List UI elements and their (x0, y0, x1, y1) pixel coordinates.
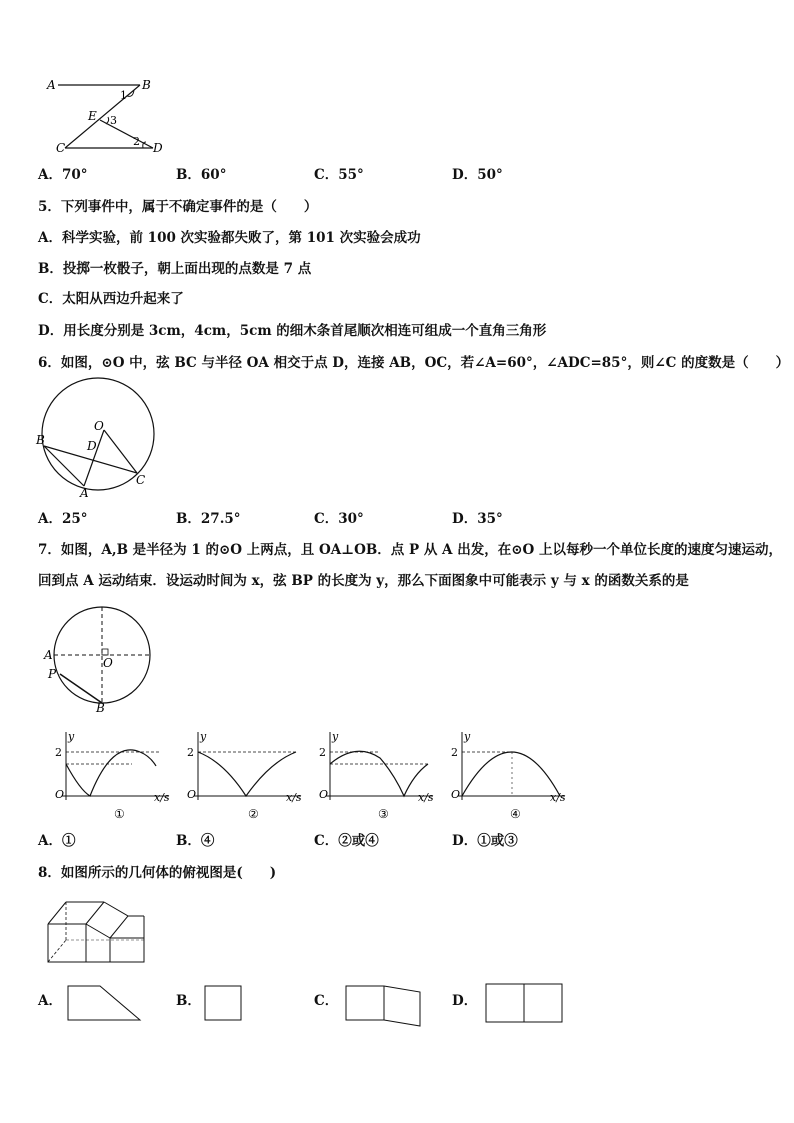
q5-option-c[interactable]: C．太阳从西边升起来了 (38, 291, 184, 307)
q7-option-b[interactable]: B．④ (176, 833, 215, 849)
q7-graph-3-y: y (332, 730, 339, 743)
q7-graph-2-two: 2 (187, 746, 194, 759)
q5-option-a[interactable]: A．科学实验，前 100 次实验都失败了，第 101 次实验会成功 (38, 230, 421, 246)
q7-graph-1-x: x/s (154, 791, 170, 804)
q7-graph-3-num: ③ (378, 807, 389, 821)
q4-angle-2: 2 (133, 135, 140, 148)
q8-solid-figure (44, 894, 148, 966)
q7-graph-2-num: ② (248, 807, 259, 821)
q4-label-C: C (56, 141, 66, 155)
q5-option-b[interactable]: B．投掷一枚骰子，朝上面出现的点数是 7 点 (38, 261, 312, 277)
q7-graph-1-y: y (68, 730, 75, 743)
q7-graph-4-y: y (464, 730, 471, 743)
q7-stem-line1: 7．如图，A,B 是半径为 1 的⊙O 上两点，且 OA⊥OB．点 P 从 A 出发，在⊙O 上以每秒一个单位长度的速度匀速运动， (38, 542, 783, 558)
q8-option-c[interactable]: C． (314, 993, 339, 1009)
q4-angle-3: 3 (110, 114, 117, 127)
q6-option-d[interactable]: D．35° (452, 511, 503, 527)
q7-graph-2-x: x/s (286, 791, 302, 804)
q4-label-E: E (88, 109, 97, 123)
q6-label-A: A (80, 486, 89, 500)
q6-label-O: O (94, 419, 104, 433)
q7-graph-4-x: x/s (550, 791, 566, 804)
q7-graph-3 (316, 728, 440, 822)
q4-label-D: D (153, 141, 163, 155)
q7-graph-2-origin: O (187, 788, 197, 801)
q7-graph-2 (184, 728, 308, 822)
q8-option-a[interactable]: A． (38, 993, 62, 1009)
q7-circle-figure (40, 606, 160, 714)
q4-option-c[interactable]: C．55° (314, 167, 364, 183)
q6-option-c[interactable]: C．30° (314, 511, 364, 527)
q4-option-d[interactable]: D．50° (452, 167, 503, 183)
q7-label-P: P (48, 667, 57, 681)
q6-label-D: D (87, 439, 97, 453)
q6-label-B: B (36, 433, 45, 447)
q5-option-d[interactable]: D．用长度分别是 3cm，4cm，5cm 的细木条首尾顺次相连可组成一个直角三角形 (38, 323, 547, 339)
q4-angle-1: 1 (120, 89, 127, 102)
q6-option-b[interactable]: B．27.5° (176, 511, 241, 527)
q7-label-O: O (103, 656, 113, 670)
q6-stem: 6．如图，⊙O 中，弦 BC 与半径 OA 相交于点 D，连接 AB，OC，若∠A=60°，∠ADC=85°，则∠C 的度数是（ ） (38, 355, 790, 371)
q8-option-d-shape[interactable] (484, 982, 564, 1024)
q7-graph-4 (448, 728, 572, 822)
q6-figure (32, 376, 164, 500)
q4-option-a[interactable]: A．70° (38, 167, 88, 183)
q4-figure (40, 74, 180, 156)
q7-graph-4-two: 2 (451, 746, 458, 759)
q7-graph-4-origin: O (451, 788, 461, 801)
q7-label-B: B (96, 701, 105, 714)
q7-graph-3-x: x/s (418, 791, 434, 804)
q6-label-C: C (136, 473, 146, 487)
q8-option-b-shape[interactable] (203, 984, 243, 1022)
q8-option-a-shape[interactable] (66, 984, 146, 1022)
q7-label-A: A (44, 648, 53, 662)
q8-option-b[interactable]: B． (176, 993, 201, 1009)
q7-graph-1-origin: O (55, 788, 65, 801)
q8-option-d[interactable]: D． (452, 993, 478, 1009)
q7-graph-3-origin: O (319, 788, 329, 801)
q7-graph-3-two: 2 (319, 746, 326, 759)
q7-stem-line2: 回到点 A 运动结束．设运动时间为 x，弦 BP 的长度为 y，那么下面图象中可能表示 y 与 x 的函数关系的是 (38, 573, 689, 589)
q7-option-d[interactable]: D．①或③ (452, 833, 518, 849)
q7-option-a[interactable]: A．① (38, 833, 76, 849)
q5-stem: 5．下列事件中，属于不确定事件的是（ ） (38, 199, 318, 215)
q6-option-a[interactable]: A．25° (38, 511, 88, 527)
q7-graph-4-num: ④ (510, 807, 521, 821)
q8-stem: 8．如图所示的几何体的俯视图是( ) (38, 865, 277, 881)
q4-label-B: B (142, 78, 151, 92)
q7-graph-1 (52, 728, 176, 822)
q8-option-c-shape[interactable] (344, 982, 424, 1028)
q7-graph-2-y: y (200, 730, 207, 743)
q7-option-c[interactable]: C．②或④ (314, 833, 379, 849)
q7-graph-1-num: ① (114, 807, 125, 821)
q4-label-A: A (47, 78, 56, 92)
q7-graph-1-two: 2 (55, 746, 62, 759)
q4-option-b[interactable]: B．60° (176, 167, 227, 183)
